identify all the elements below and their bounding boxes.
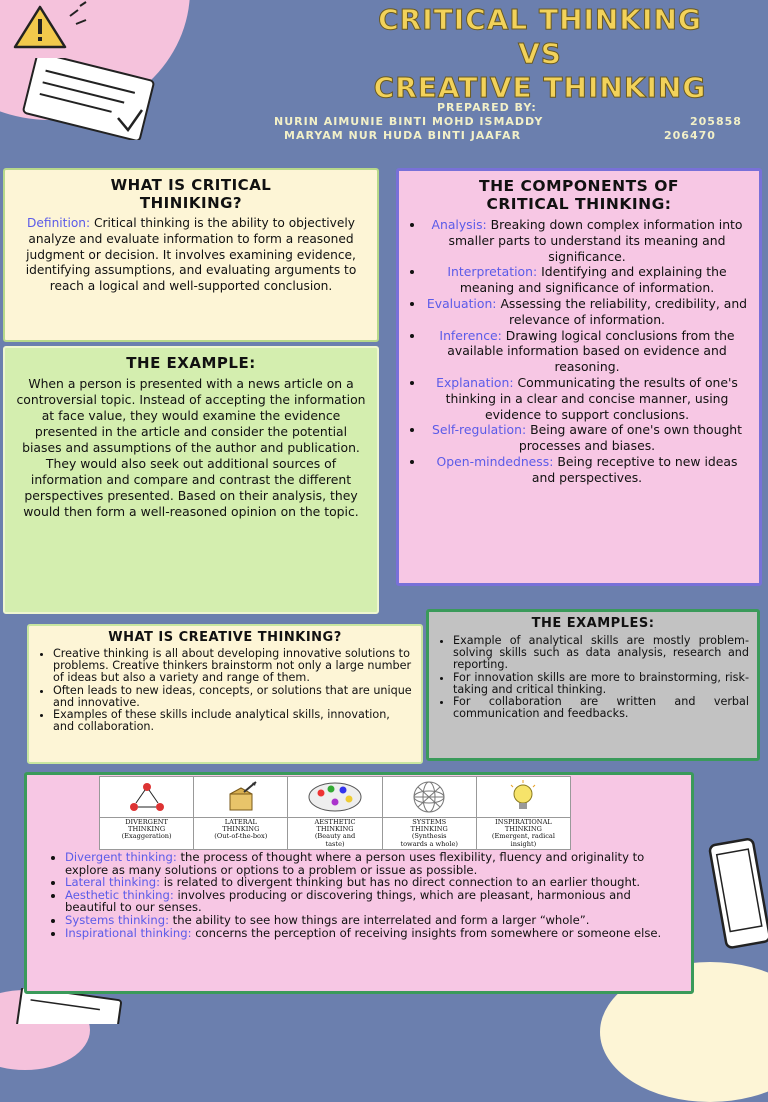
figure-cell-divergent	[100, 777, 194, 849]
component-term: Inference:	[439, 327, 502, 343]
heading-line: CRITICAL THINKING:	[486, 195, 672, 213]
palette-icon	[288, 777, 381, 818]
figure-label: (Exaggeration)	[121, 832, 172, 841]
creative-thinking-list	[37, 648, 413, 733]
component-desc: Drawing logical conclusions from the available information based on evidence and reasoning.	[447, 327, 735, 375]
type-desc: the ability to see how things are interrelated and form a larger “whole”.	[172, 912, 590, 927]
heading-line: THE COMPONENTS OF	[479, 177, 679, 195]
thinking-types-list	[49, 851, 677, 939]
figure-label: INSPIRATIONAL	[495, 818, 552, 826]
component-item	[425, 375, 749, 422]
checklist-card-icon	[14, 58, 164, 140]
component-desc: Identifying and explaining the meaning and significance of information.	[459, 264, 727, 296]
definition-body: Critical thinking is the ability to objectively analyze and evaluate information to form a reasoned judgment or decision. It involves examining evidence, identifying assumptions, and evaluating arguments to reach a logical and well-supported conclusion.	[25, 216, 357, 294]
figure-label: (Synthesis	[411, 832, 447, 841]
type-term: Lateral thinking:	[65, 875, 161, 890]
type-desc: concerns the perception of receiving insights from somewhere or someone else.	[195, 925, 662, 940]
light-bulb-icon	[477, 777, 570, 818]
component-item	[425, 296, 749, 328]
figure-label: THINKING	[410, 825, 448, 834]
figure-label: THINKING	[222, 825, 260, 834]
type-desc: involves producing or discovering things, which are pleasant, harmonious and beautiful to our senses.	[65, 887, 631, 915]
examples-card	[426, 609, 760, 761]
figure-label: (Out-of-the-box)	[214, 832, 268, 841]
network-sphere-icon	[383, 777, 476, 818]
divergent-diagram-icon	[100, 777, 193, 818]
heading-line: THINIKING?	[139, 194, 243, 212]
critical-definition-heading	[15, 176, 367, 212]
component-term: Explanation:	[436, 374, 514, 390]
figure-label: insight)	[510, 839, 537, 848]
type-term: Systems thinking:	[65, 912, 169, 927]
examples-item: • Example of analytical skills are mostly problem-solving skills such as data analysis, research and reporting.	[453, 635, 749, 672]
figure-label: towards a whole)	[400, 839, 458, 848]
figure-cell-lateral	[194, 777, 288, 849]
figure-label: AESTHETIC	[314, 818, 356, 826]
component-item	[425, 217, 749, 264]
sparkle-icon	[64, 0, 94, 30]
examples-item: • For collaboration are written and verbal communication and feedbacks.	[453, 696, 749, 720]
figure-label: DIVERGENT	[125, 818, 168, 826]
examples-list	[437, 635, 749, 720]
component-item	[425, 264, 749, 296]
type-term: Divergent thinking:	[65, 850, 177, 864]
author-2-id: 206470	[664, 129, 716, 142]
creative-item: • Examples of these skills include analytical skills, innovation, and collaboration.	[53, 709, 413, 733]
components-heading	[409, 177, 749, 213]
component-term: Evaluation:	[426, 295, 497, 311]
author-2-name: MARYAM NUR HUDA BINTI JAAFAR	[284, 129, 522, 142]
figure-label: taste)	[325, 839, 345, 848]
component-desc: Communicating the results of one's thinking in a clear and concise manner, using evidence to support conclusions.	[445, 374, 738, 422]
example-card	[3, 346, 379, 614]
title-line-2: VS	[518, 37, 562, 70]
type-desc: is related to divergent thinking but has no direct connection to an earlier thought.	[163, 875, 641, 890]
author-1-id: 205858	[690, 115, 742, 128]
component-term: Open-mindedness:	[436, 453, 554, 469]
warning-sign-icon	[12, 4, 68, 50]
components-list	[409, 217, 749, 486]
components-card	[396, 168, 762, 586]
critical-definition-card	[3, 168, 379, 342]
figure-cell-aesthetic	[288, 777, 382, 849]
title-line-1: CRITICAL THINKING	[378, 3, 702, 36]
prepared-by-label: PREPARED BY:	[437, 101, 537, 114]
figure-label: (Emergent, radical	[491, 832, 555, 841]
component-term: Analysis:	[431, 217, 487, 232]
figure-label: (Beauty and	[314, 832, 356, 841]
creative-item: • Creative thinking is all about developing innovative solutions to problems. Creative thinkers brainstorm not only a large number of ideas but also a variety and range of them.	[53, 648, 413, 685]
figure-cell-systems	[383, 777, 477, 849]
figure-cell-inspirational	[477, 777, 570, 849]
critical-definition-text	[15, 216, 367, 295]
component-item	[425, 328, 749, 375]
phone-doodle-icon	[704, 836, 768, 954]
figure-label: THINKING	[128, 825, 166, 834]
figure-label: LATERAL	[224, 818, 257, 826]
component-desc: Breaking down complex information into smaller parts to understand its meaning and significance.	[448, 217, 743, 264]
component-desc: Assessing the reliability, credibility, and relevance of information.	[500, 295, 748, 327]
definition-label: Definition:	[27, 216, 91, 230]
type-term: Inspirational thinking:	[65, 925, 192, 940]
thinking-type-item	[65, 851, 677, 876]
component-desc: Being receptive to new ideas and perspectives.	[531, 453, 738, 485]
creative-thinking-card	[27, 624, 423, 764]
thinking-types-figure	[99, 776, 571, 850]
box-arrow-icon	[194, 777, 287, 818]
creative-item: • Often leads to new ideas, concepts, or solutions that are unique and innovative.	[53, 685, 413, 709]
component-item	[425, 422, 749, 454]
examples-item: • For innovation skills are more to brainstorming, risk-taking and critical thinking.	[453, 672, 749, 696]
creative-thinking-heading: WHAT IS CREATIVE THINKING?	[108, 630, 342, 645]
thinking-type-item	[65, 889, 677, 914]
title-line-3: CREATIVE THINKING	[373, 71, 707, 104]
component-item	[425, 454, 749, 486]
type-desc: the process of thought where a person uses flexibility, fluency and originality to explore as many solutions or options to a problem or issue as possible.	[65, 850, 645, 877]
heading-line: WHAT IS CRITICAL	[110, 176, 272, 194]
figure-label: THINKING	[504, 825, 542, 834]
thinking-type-item	[65, 927, 677, 940]
author-1-name: NURIN AIMUNIE BINTI MOHD ISMADDY	[274, 115, 544, 128]
figure-label: THINKING	[316, 825, 354, 834]
examples-heading: THE EXAMPLES:	[531, 616, 655, 631]
example-text: When a person is presented with a news article on a controversial topic. Instead of accepting the information at face value, they would examine the evidence presented in the article and consider the potential biases and assumptions of the author and publication. They would also seek out additional sources of information and compare and contrast the different perspectives presented. Based on their analysis, they would then form a well-reasoned opinion on the topic.	[16, 376, 366, 519]
component-term: Interpretation:	[447, 264, 538, 280]
figure-label: SYSTEMS	[412, 818, 447, 826]
example-heading: THE EXAMPLE:	[126, 354, 256, 372]
type-term: Aesthetic thinking:	[65, 887, 174, 902]
component-desc: Being aware of one's own thought processes and biases.	[518, 422, 743, 454]
component-term: Self-regulation:	[431, 422, 527, 438]
